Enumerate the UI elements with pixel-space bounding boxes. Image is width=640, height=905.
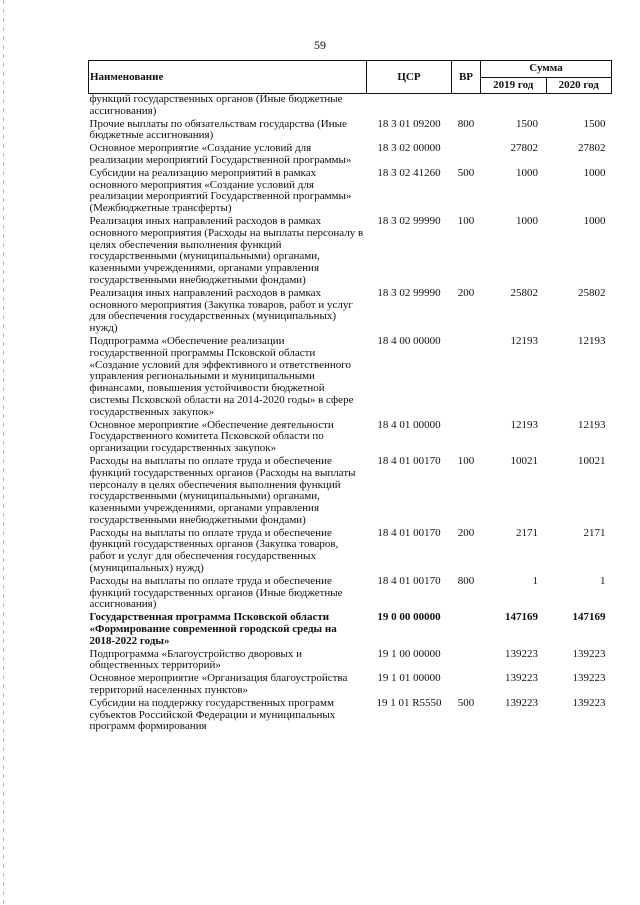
table-row	[89, 288, 612, 336]
budget-table-container	[88, 60, 612, 734]
row-sum-2020-cell	[546, 94, 612, 119]
row-csr-cell: 18 3 02 99990	[377, 286, 441, 299]
row-sum-2019-cell: 27802	[510, 142, 538, 155]
page-number: 59	[314, 38, 326, 52]
row-vr-cell: 800	[457, 117, 475, 130]
row-vr-cell: 500	[457, 166, 475, 179]
row-vr-cell	[452, 649, 481, 674]
row-vr-cell: 800	[457, 574, 475, 587]
row-sum-2019-cell: 1000	[516, 214, 538, 227]
row-csr-cell: 18 3 02 00000	[377, 142, 441, 155]
row-sum-2020-cell: 1000	[583, 166, 606, 179]
table-row	[89, 698, 612, 734]
row-csr-cell: 18 4 01 00170	[377, 454, 441, 467]
row-sum-2020-cell: 139223	[572, 696, 606, 709]
row-name-cell: Реализация иных направлений расходов в рамках основного мероприятия (Закупка товаров, работ и услуг для обеспечения государственных (муниципальных) нужд)	[89, 286, 353, 335]
header-sum: Сумма	[481, 61, 612, 78]
row-name-cell: Основное мероприятие «Организация благоустройства территорий населенных пунктов»	[89, 672, 348, 697]
row-name-cell: Реализация иных направлений расходов в рамках основного мероприятия (Расходы на выплаты персоналу в целях обеспечения выполнения функций государственными (муниципальными) органами, казенными учреждениями, органами управления государственными внебюджетными фондами)	[89, 214, 364, 286]
header-year-2020: 2020 год	[546, 77, 612, 94]
row-csr-cell: 18 4 01 00000	[377, 418, 441, 431]
row-name-cell: функций государственных органов (Иные бюджетные ассигнования)	[89, 93, 343, 117]
row-csr-cell: 18 4 01 00170	[377, 526, 441, 539]
row-csr-cell: 18 4 01 00170	[377, 574, 441, 587]
row-name-cell: Подпрограмма «Благоустройство дворовых и общественных территорий»	[89, 647, 303, 672]
table-row	[89, 649, 612, 674]
row-sum-2020-cell: 12193	[578, 334, 606, 347]
table-row	[89, 143, 612, 168]
row-sum-2019-cell: 12193	[510, 334, 538, 347]
row-sum-2019-cell: 1000	[516, 166, 538, 179]
row-name-cell: Основное мероприятие «Обеспечение деятельности Государственного комитета Псковской области по организации государственных закупок»	[89, 418, 334, 455]
row-sum-2019-cell: 139223	[505, 647, 538, 660]
row-sum-2019-cell: 1	[532, 574, 538, 587]
row-sum-2020-cell: 139223	[572, 647, 606, 660]
row-sum-2020-cell: 12193	[578, 418, 606, 431]
row-name-cell: Расходы на выплаты по оплате труда и обеспечение функций государственных органов (Закупка товаров, работ и услуг для обеспечения государственных (муниципальных) нужд)	[89, 526, 339, 575]
row-name-cell: Основное мероприятие «Создание условий для реализации мероприятий Государственной программы»	[89, 142, 352, 166]
row-vr-cell	[452, 420, 481, 456]
header-csr: ЦСР	[367, 61, 452, 94]
row-vr-cell	[452, 94, 481, 119]
table-row	[89, 576, 612, 612]
row-csr-cell: 19 1 01 00000	[377, 672, 441, 685]
table-header	[89, 61, 612, 94]
row-name-cell: Субсидии на поддержку государственных программ субъектов Российской Федерации и муниципальных программ формирования	[89, 696, 336, 733]
row-csr-cell	[367, 94, 452, 119]
row-sum-2020-cell: 139223	[572, 672, 606, 685]
row-csr-cell: 18 3 02 99990	[377, 214, 441, 227]
row-vr-cell	[452, 143, 481, 168]
row-csr-cell: 19 0 00 00000	[377, 611, 441, 624]
row-csr-cell: 19 1 00 00000	[377, 647, 441, 660]
row-vr-cell	[452, 612, 481, 648]
row-sum-2019-cell: 139223	[505, 672, 538, 685]
row-name-cell: Прочие выплаты по обязательствам государства (Иные бюджетные ассигнования)	[89, 117, 347, 142]
scan-edge-mark	[3, 0, 4, 905]
row-sum-2020-cell: 2171	[583, 526, 606, 539]
row-csr-cell: 18 4 00 00000	[377, 334, 441, 347]
row-sum-2020-cell: 1000	[583, 214, 606, 227]
row-sum-2020-cell: 10021	[578, 454, 606, 467]
row-sum-2019-cell: 25802	[510, 286, 538, 299]
row-vr-cell: 200	[457, 526, 475, 539]
row-vr-cell: 100	[457, 214, 475, 227]
table-row	[89, 168, 612, 216]
row-name-cell: Подпрограмма «Обеспечение реализации государственной программы Псковской области «Создание условий для эффективного и ответственного управления региональными и муниципальными финансами, повышения устойчивости бюджетной системы Псковской области на 2014-2020 годы» в сфере государственных закупок»	[89, 334, 354, 418]
row-sum-2019-cell: 10021	[510, 454, 538, 467]
header-name: Наименование	[89, 61, 367, 94]
table-body	[89, 94, 612, 735]
row-csr-cell: 18 3 02 41260	[377, 166, 441, 179]
row-vr-cell: 100	[457, 454, 475, 467]
row-sum-2019-cell: 139223	[505, 696, 538, 709]
row-csr-cell: 18 3 01 09200	[377, 117, 441, 130]
table-row	[89, 528, 612, 576]
row-sum-2020-cell: 25802	[578, 286, 606, 299]
row-sum-2020-cell: 1	[600, 574, 606, 587]
table-row	[89, 216, 612, 288]
row-csr-cell: 19 1 01 R5550	[376, 696, 442, 709]
table-row	[89, 420, 612, 456]
row-sum-2020-cell: 27802	[578, 142, 606, 155]
row-sum-2020-cell: 147169	[572, 611, 606, 624]
row-vr-cell: 200	[457, 286, 475, 299]
table-row	[89, 673, 612, 698]
row-name-cell: Расходы на выплаты по оплате труда и обеспечение функций государственных органов (Иные бюджетные ассигнования)	[89, 574, 343, 611]
row-vr-cell	[452, 336, 481, 420]
header-year-2019: 2019 год	[481, 77, 547, 94]
row-sum-2020-cell: 1500	[583, 117, 606, 130]
row-sum-2019-cell: 12193	[510, 418, 538, 431]
row-sum-2019-cell	[481, 94, 547, 119]
table-row	[89, 456, 612, 528]
row-sum-2019-cell: 147169	[505, 611, 538, 624]
budget-table	[88, 60, 612, 734]
table-row	[89, 119, 612, 144]
row-vr-cell	[452, 673, 481, 698]
row-name-cell: Государственная программа Псковской области «Формирование современной городской среды на 2018-2022 годы»	[89, 611, 337, 647]
row-name-cell: Расходы на выплаты по оплате труда и обеспечение функций государственных органов (Расходы на выплаты персоналу в целях обеспечения выполнения функций государственными (муниципальными) органами, казенными учреждениями, органами управления государственными внебюджетными фондами)	[89, 454, 356, 526]
row-vr-cell: 500	[457, 696, 475, 709]
table-row	[89, 94, 612, 119]
table-row	[89, 612, 612, 648]
table-row	[89, 336, 612, 420]
header-vr: ВР	[452, 61, 481, 94]
row-sum-2019-cell: 1500	[516, 117, 538, 130]
row-sum-2019-cell: 2171	[516, 526, 538, 539]
row-name-cell: Субсидии на реализацию мероприятий в рамках основного мероприятия «Создание условий для реализации мероприятий Государственной программы» (Межбюджетные трансферты)	[89, 166, 352, 215]
